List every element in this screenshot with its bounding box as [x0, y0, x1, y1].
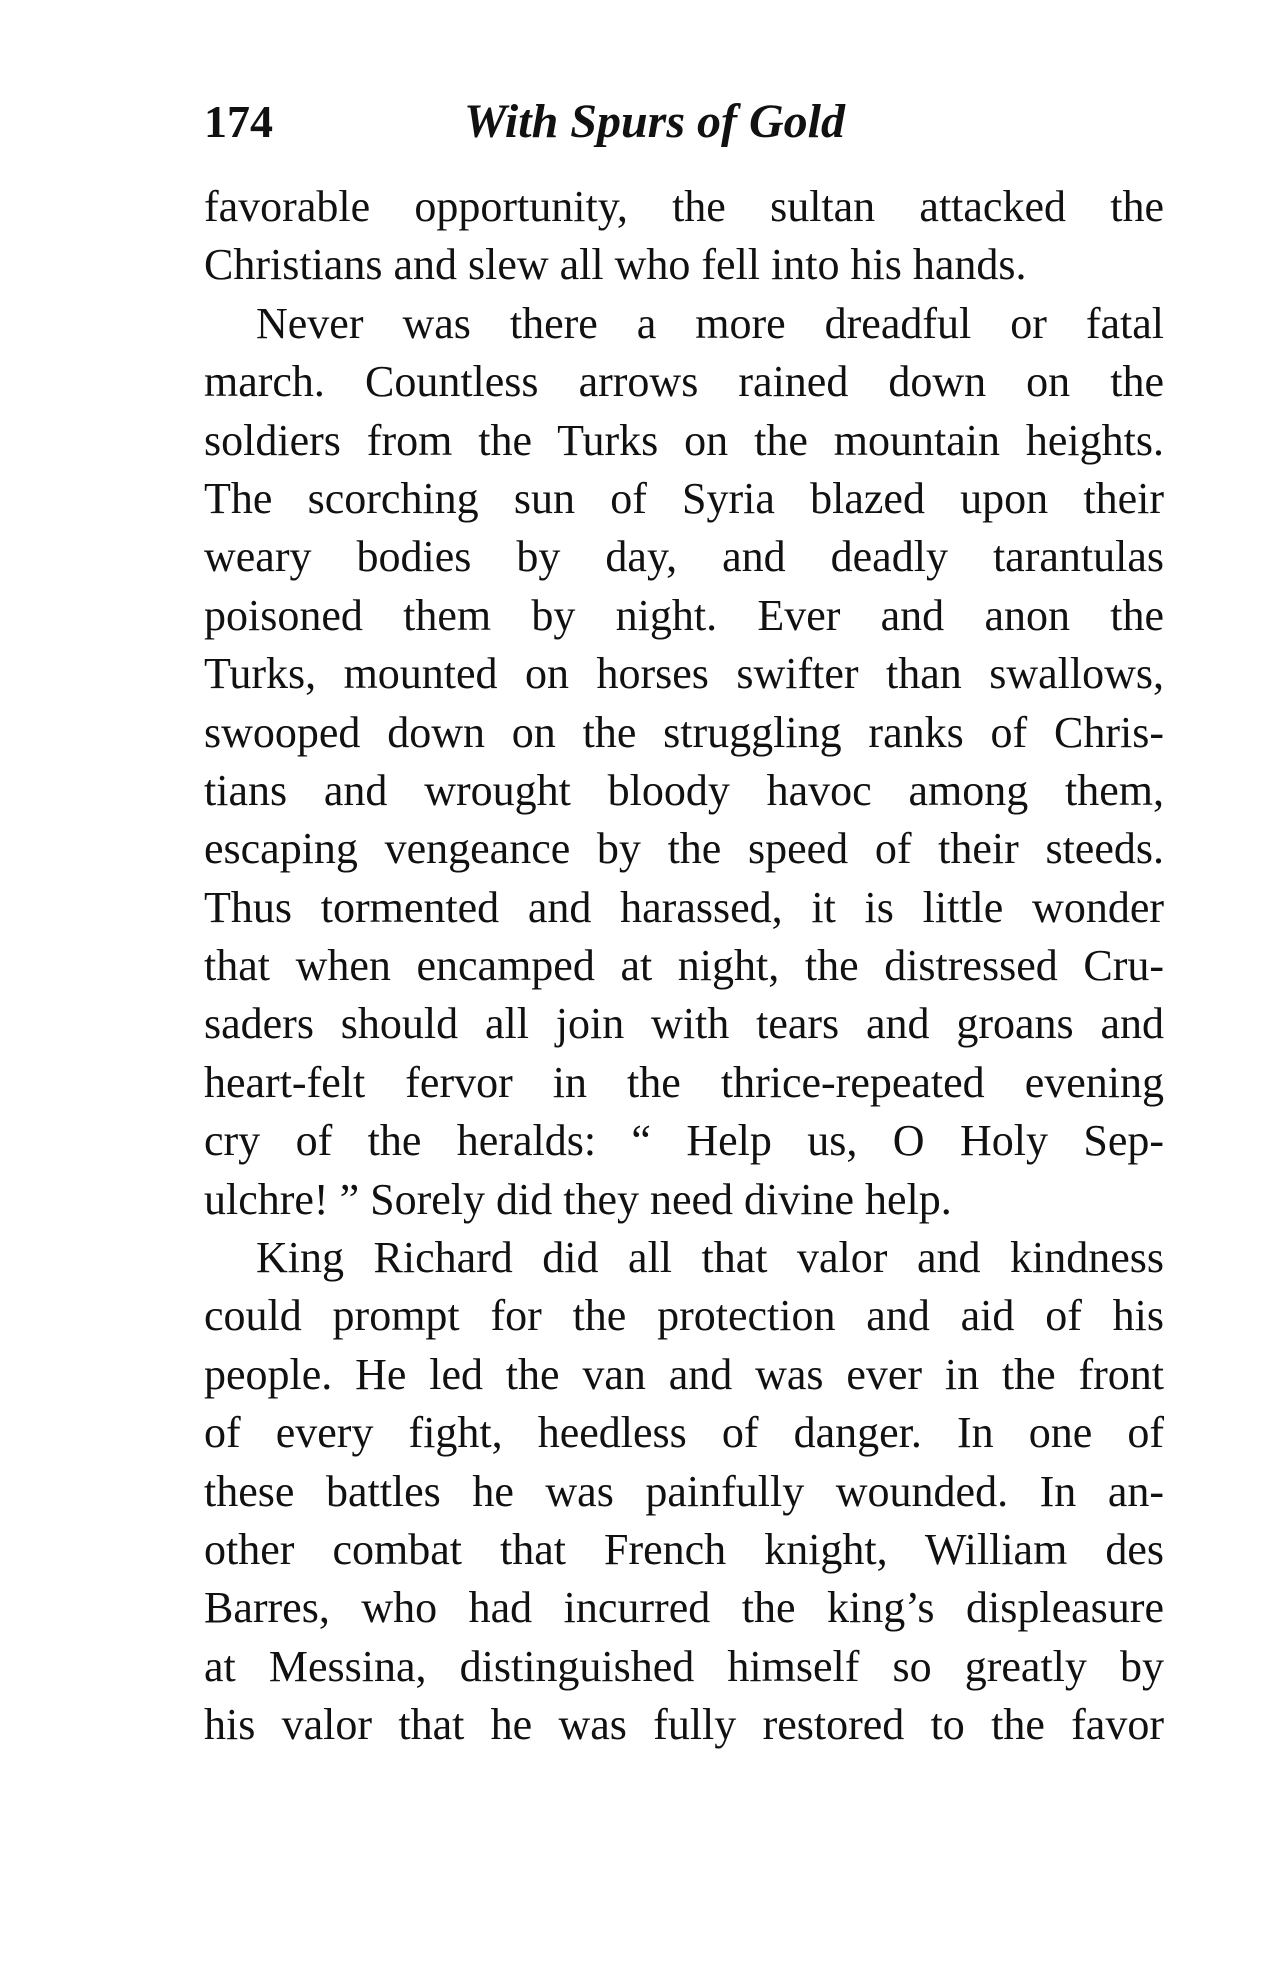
text-line: that when encamped at night, the distressed Cru-: [204, 941, 1164, 991]
text-line: ulchre! ” Sorely did they need divine help.: [204, 1174, 952, 1224]
text-line: cry of the heralds: “ Help us, O Holy Sep-: [204, 1116, 1164, 1166]
text-line: King Richard did all that valor and kindness: [256, 1233, 1164, 1283]
text-line: Thus tormented and harassed, it is little wonder: [204, 882, 1164, 932]
text-line: poisoned them by night. Ever and anon the: [204, 590, 1164, 640]
page-number: 174: [204, 96, 273, 147]
text-line: these battles he was painfully wounded. In an-: [204, 1466, 1164, 1516]
text-line: his valor that he was fully restored to the favor: [204, 1700, 1164, 1750]
text-line: Barres, who had incurred the king’s displeasure: [204, 1583, 1164, 1633]
text-line: people. He led the van and was ever in the front: [204, 1349, 1164, 1399]
text-line: march. Countless arrows rained down on the: [204, 357, 1164, 407]
text-line: Never was there a more dreadful or fatal: [256, 298, 1164, 348]
text-line: escaping vengeance by the speed of their steeds.: [204, 824, 1164, 874]
text-line: tians and wrought bloody havoc among them,: [204, 765, 1164, 815]
book-title: With Spurs of Gold: [464, 95, 845, 148]
text-line: Christians and slew all who fell into his hands.: [204, 240, 1027, 290]
text-line: Turks, mounted on horses swifter than swallows,: [204, 649, 1164, 699]
text-line: weary bodies by day, and deadly tarantulas: [204, 532, 1164, 582]
text-line: favorable opportunity, the sultan attacked the: [204, 182, 1164, 231]
text-line: swooped down on the struggling ranks of Chris-: [204, 707, 1164, 757]
text-line: other combat that French knight, William des: [204, 1524, 1164, 1574]
text-line: of every fight, heedless of danger. In one of: [204, 1408, 1164, 1458]
running-head: [204, 92, 1164, 152]
text-line: could prompt for the protection and aid of his: [204, 1291, 1164, 1341]
text-line: The scorching sun of Syria blazed upon their: [204, 473, 1164, 523]
text-line: soldiers from the Turks on the mountain heights.: [204, 415, 1164, 465]
text-line: heart-felt fervor in the thrice-repeated evening: [204, 1057, 1164, 1107]
text-line: at Messina, distinguished himself so greatly by: [204, 1641, 1164, 1691]
text-line: saders should all join with tears and groans and: [204, 999, 1164, 1049]
body-text: [204, 178, 1164, 1755]
